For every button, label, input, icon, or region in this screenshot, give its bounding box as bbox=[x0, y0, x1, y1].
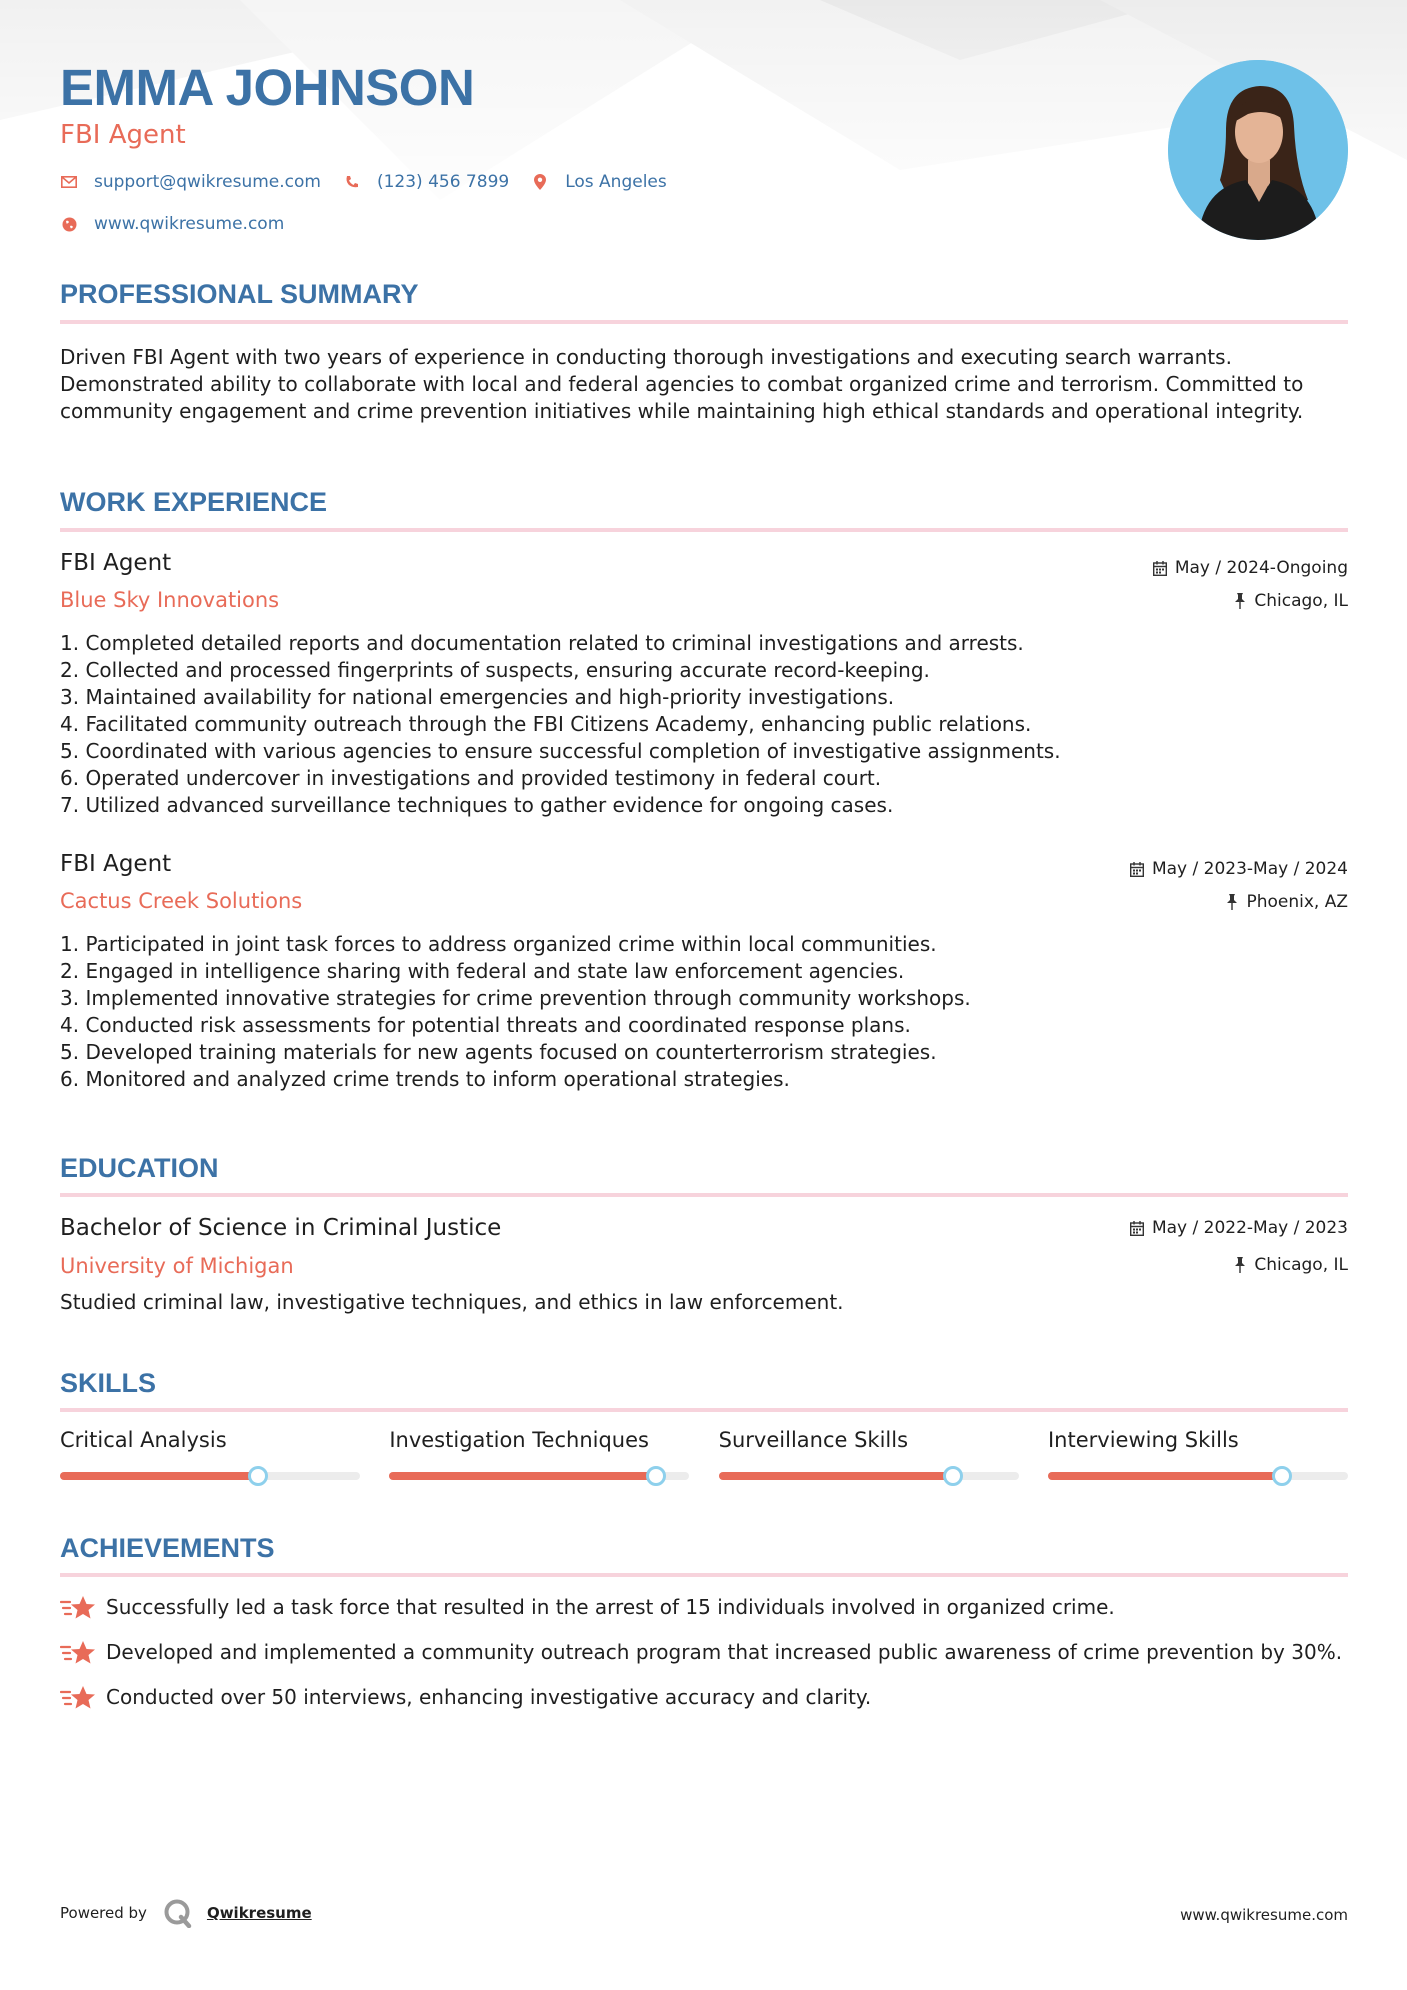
skill-bar bbox=[60, 1472, 360, 1480]
list-item: 3. Implemented innovative strategies for crime prevention through community workshops. bbox=[60, 986, 971, 1010]
education-dates-text: May / 2022-May / 2023 bbox=[1151, 1218, 1348, 1238]
calendar-icon bbox=[1130, 1221, 1144, 1236]
job-1-title: FBI Agent bbox=[60, 550, 172, 576]
powered-by-label: Powered by bbox=[60, 1904, 147, 1922]
phone-icon bbox=[343, 173, 361, 191]
contact-email[interactable] bbox=[60, 172, 321, 192]
list-item: 6. Operated undercover in investigations and provided testimony in federal court. bbox=[60, 766, 882, 790]
candidate-title: FBI Agent bbox=[60, 120, 186, 150]
skills-list bbox=[60, 1428, 1348, 1488]
education-dates bbox=[1130, 1218, 1348, 1238]
footer-brand-link[interactable]: Qwikresume bbox=[206, 1904, 312, 1922]
skill-item bbox=[60, 1428, 360, 1488]
skill-name: Investigation Techniques bbox=[389, 1428, 649, 1452]
job-2-dates bbox=[1130, 859, 1348, 879]
education-heading: EDUCATION bbox=[60, 1153, 219, 1183]
list-item bbox=[60, 1639, 1348, 1667]
footer-site-link[interactable]: www.qwikresume.com bbox=[1180, 1906, 1348, 1924]
job-1-dates bbox=[1153, 558, 1348, 578]
job-1-dates-text: May / 2024-Ongoing bbox=[1174, 558, 1348, 578]
skill-name: Surveillance Skills bbox=[718, 1428, 909, 1452]
education-location bbox=[1234, 1255, 1348, 1275]
footer-powered-by bbox=[60, 1898, 312, 1928]
job-2-company: Cactus Creek Solutions bbox=[60, 889, 303, 913]
star-icon bbox=[60, 1594, 96, 1622]
qwikresume-logo-icon bbox=[163, 1898, 193, 1928]
experience-divider bbox=[60, 528, 1348, 532]
list-item: 4. Conducted risk assessments for potential threats and coordinated response plans. bbox=[60, 1013, 911, 1037]
globe-icon bbox=[60, 215, 78, 233]
contact-website[interactable] bbox=[60, 214, 284, 234]
job-1-location bbox=[1234, 591, 1348, 611]
skill-name: Interviewing Skills bbox=[1047, 1428, 1239, 1452]
skill-bar-fill bbox=[389, 1472, 656, 1480]
job-2-location-text: Phoenix, AZ bbox=[1246, 892, 1348, 912]
phone-text: (123) 456 7899 bbox=[376, 172, 510, 192]
skills-heading: SKILLS bbox=[60, 1368, 157, 1398]
location-text: Los Angeles bbox=[565, 172, 667, 192]
email-text: support@qwikresume.com bbox=[94, 172, 321, 192]
summary-text: Driven FBI Agent with two years of experience in conducting thorough investigations and executing search warrants. Demonstrated ability to collaborate with local and federal agencies to combat organized crime and terrorism. Committed to community engagement and crime prevention initiatives while maintaining high ethical standards and operational integrity. bbox=[60, 345, 1304, 423]
skill-bar-knob bbox=[646, 1466, 666, 1486]
job-2-location bbox=[1226, 892, 1348, 912]
job-2-title: FBI Agent bbox=[60, 851, 172, 877]
list-item bbox=[60, 1684, 1348, 1712]
skill-item bbox=[1048, 1428, 1348, 1488]
skill-bar-fill bbox=[719, 1472, 953, 1480]
candidate-name: EMMA JOHNSON bbox=[60, 59, 475, 116]
star-icon bbox=[60, 1684, 96, 1712]
list-item: 5. Developed training materials for new agents focused on counterterrorism strategies. bbox=[60, 1040, 937, 1064]
job-1-location-text: Chicago, IL bbox=[1254, 591, 1348, 611]
contact-row-website bbox=[60, 214, 306, 234]
skill-bar-knob bbox=[1272, 1466, 1292, 1486]
achievements-heading: ACHIEVEMENTS bbox=[60, 1533, 275, 1563]
achievements-list bbox=[60, 1594, 1348, 1729]
list-item bbox=[60, 1594, 1348, 1622]
list-item: 1. Participated in joint task forces to address organized crime within local communities. bbox=[60, 932, 937, 956]
achievements-divider bbox=[60, 1573, 1348, 1577]
achievement-text: Successfully led a task force that resulted in the arrest of 15 individuals involved in organized crime. bbox=[106, 1595, 1115, 1619]
list-item: 3. Maintained availability for national emergencies and high-priority investigations. bbox=[60, 685, 895, 709]
skill-name: Critical Analysis bbox=[60, 1428, 227, 1452]
calendar-icon bbox=[1153, 561, 1167, 576]
skill-bar bbox=[719, 1472, 1019, 1480]
job-1-bullets bbox=[60, 630, 1348, 819]
list-item: 2. Engaged in intelligence sharing with federal and state law enforcement agencies. bbox=[60, 959, 905, 983]
contact-row bbox=[60, 172, 689, 192]
list-item: 4. Facilitated community outreach through the FBI Citizens Academy, enhancing public relations. bbox=[60, 712, 1032, 736]
skill-item bbox=[719, 1428, 1019, 1488]
star-icon bbox=[60, 1639, 96, 1667]
pushpin-icon bbox=[1234, 593, 1246, 609]
education-school: University of Michigan bbox=[60, 1254, 294, 1278]
skill-bar-knob bbox=[943, 1466, 963, 1486]
skill-bar bbox=[1048, 1472, 1348, 1480]
education-degree: Bachelor of Science in Criminal Justice bbox=[60, 1215, 502, 1241]
summary-divider bbox=[60, 320, 1348, 324]
map-pin-icon bbox=[531, 173, 549, 191]
job-1-company: Blue Sky Innovations bbox=[60, 588, 280, 612]
website-text: www.qwikresume.com bbox=[94, 214, 285, 234]
list-item: 5. Coordinated with various agencies to ensure successful completion of investigative assignments. bbox=[60, 739, 1061, 763]
education-divider bbox=[60, 1193, 1348, 1197]
profile-photo bbox=[1168, 60, 1348, 240]
education-location-text: Chicago, IL bbox=[1254, 1255, 1348, 1275]
list-item: 1. Completed detailed reports and documentation related to criminal investigations and arrests. bbox=[60, 631, 1024, 655]
skill-bar-fill bbox=[1048, 1472, 1282, 1480]
calendar-icon bbox=[1130, 862, 1144, 877]
pushpin-icon bbox=[1226, 894, 1238, 910]
skills-divider bbox=[60, 1408, 1348, 1412]
pushpin-icon bbox=[1234, 1257, 1246, 1273]
experience-heading: WORK EXPERIENCE bbox=[60, 487, 328, 517]
education-description: Studied criminal law, investigative techniques, and ethics in law enforcement. bbox=[60, 1290, 844, 1314]
summary-heading: PROFESSIONAL SUMMARY bbox=[60, 279, 419, 309]
skill-bar-fill bbox=[60, 1472, 258, 1480]
contact-location bbox=[531, 172, 667, 192]
skill-bar-knob bbox=[248, 1466, 268, 1486]
envelope-icon bbox=[60, 173, 78, 191]
skill-bar bbox=[389, 1472, 689, 1480]
contact-phone[interactable] bbox=[343, 172, 509, 192]
list-item: 6. Monitored and analyzed crime trends to inform operational strategies. bbox=[60, 1067, 790, 1091]
job-2-dates-text: May / 2023-May / 2024 bbox=[1151, 859, 1348, 879]
list-item: 2. Collected and processed fingerprints of suspects, ensuring accurate record-keeping. bbox=[60, 658, 930, 682]
list-item: 7. Utilized advanced surveillance techniques to gather evidence for ongoing cases. bbox=[60, 793, 894, 817]
achievement-text: Conducted over 50 interviews, enhancing investigative accuracy and clarity. bbox=[106, 1685, 872, 1709]
achievement-text: Developed and implemented a community outreach program that increased public awareness of crime prevention by 30%. bbox=[106, 1640, 1343, 1664]
job-2-bullets bbox=[60, 931, 1348, 1093]
skill-item bbox=[389, 1428, 689, 1488]
